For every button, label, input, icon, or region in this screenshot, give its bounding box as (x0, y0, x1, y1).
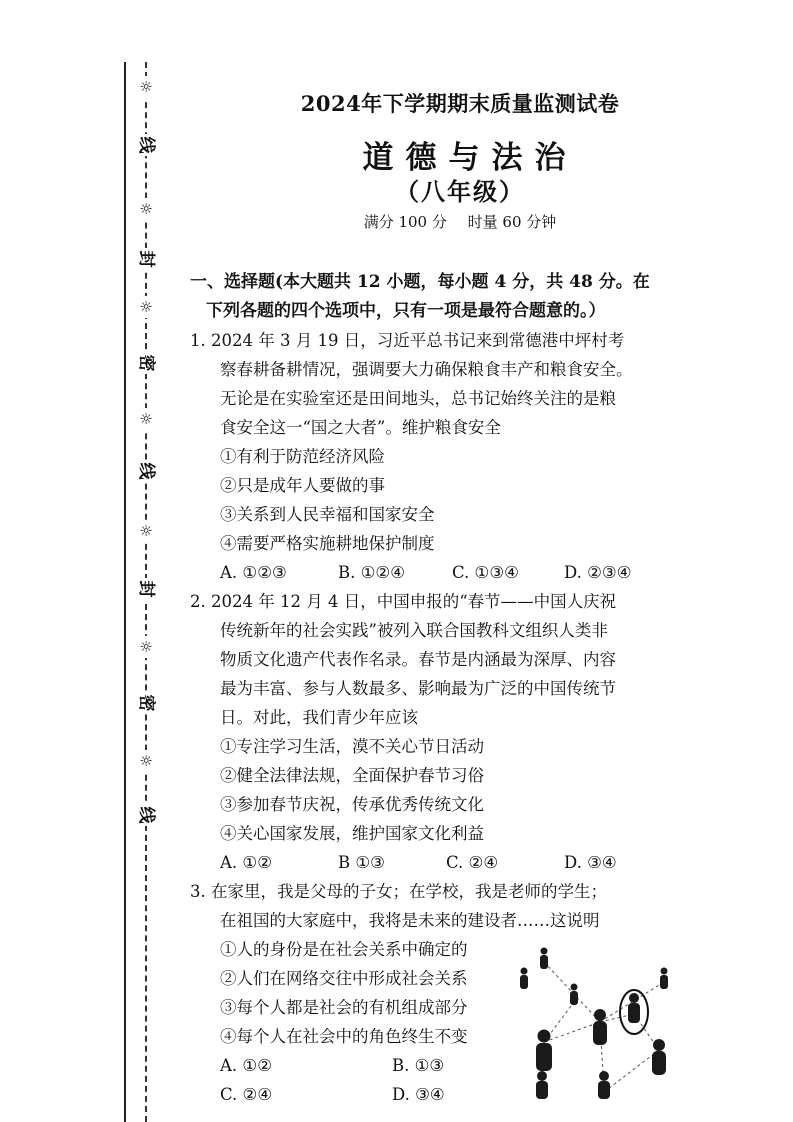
section-heading: 下列各题的四个选项中，只有一项是最符合题意的。） (206, 301, 606, 321)
question-2-choices (220, 849, 740, 877)
person-icon (536, 1030, 552, 1072)
question-3-statement: ③每个人都是社会的有机组成部分 (220, 998, 468, 1017)
person-icon (570, 984, 578, 1006)
choice-a[interactable]: A. ①②③ (220, 563, 287, 582)
question-3-statement: ④每个人在社会中的角色终生不变 (220, 1027, 468, 1046)
binding-word-xian: 线 (135, 804, 157, 826)
choice-d[interactable]: D. ③④ (564, 853, 617, 872)
person-icon (660, 968, 668, 990)
binding-word-feng: 封 (135, 248, 157, 270)
choice-b[interactable]: B. ①③ (392, 1056, 445, 1075)
question-3-statement: ②人们在网络交往中形成社会关系 (220, 969, 468, 988)
question-2-statement: ①专注学习生活，漠不关心节日活动 (220, 737, 484, 756)
question-2-statement: ②健全法律法规，全面保护春节习俗 (220, 766, 484, 785)
question-2-stem: 传统新年的社会实践”被列入联合国教科文组织人类非 (220, 621, 608, 640)
person-icon (520, 968, 528, 990)
person-icon (540, 948, 548, 970)
question-3-stem: 3. 在家里，我是父母的子女；在学校，我是老师的学生； (190, 882, 607, 901)
person-icon (536, 1071, 548, 1099)
question-1-statement: ④需要严格实施耕地保护制度 (220, 534, 435, 553)
exam-meta (180, 211, 740, 232)
binding-rule-outer (124, 62, 126, 1122)
choice-c[interactable]: C. ②④ (220, 1085, 273, 1104)
binding-word-mi: 密 (135, 692, 157, 714)
binding-word-xian: 线 (135, 460, 157, 482)
choice-d[interactable]: D. ②③④ (564, 563, 632, 582)
question-3-choices (220, 1052, 520, 1080)
choice-a[interactable]: A. ①② (220, 853, 272, 872)
question-1-stem: 食安全这一“国之大者”。维护粮食安全 (220, 418, 501, 437)
question-1-statement: ①有利于防范经济风险 (220, 447, 385, 466)
question-2-stem: 最为丰富、参与人数最多、影响最为广泛的中国传统节 (220, 679, 616, 698)
question-1-stem: 1. 2024 年 3 月 19 日，习近平总书记来到常德港中坪村考 (190, 331, 625, 350)
question-1-stem: 无论是在实验室还是田间地头，总书记始终关注的是粮 (220, 389, 616, 408)
binding-margin (118, 62, 160, 1122)
sun-icon: ☼ (135, 296, 157, 318)
sun-icon: ☼ (135, 750, 157, 772)
sun-icon: ☼ (135, 636, 157, 658)
choice-c[interactable]: C. ②④ (446, 853, 499, 872)
choice-b[interactable]: B ①③ (338, 853, 385, 872)
question-1-choices (220, 559, 740, 587)
sun-icon: ☼ (135, 198, 157, 220)
choice-d[interactable]: D. ③④ (392, 1085, 445, 1104)
grade-label: （八年级） (395, 177, 525, 206)
person-icon (652, 1039, 666, 1075)
question-2-statement: ③参加春节庆祝，传承优秀传统文化 (220, 795, 484, 814)
question-3-statement: ①人的身份是在社会关系中确定的 (220, 940, 468, 959)
question-3-choices (220, 1081, 520, 1109)
choice-a[interactable]: A. ①② (220, 1056, 272, 1075)
person-icon (598, 1071, 610, 1099)
question-2-stem: 2. 2024 年 12 月 4 日，中国申报的“春节——中国人庆祝 (190, 592, 617, 611)
sun-icon: ☼ (135, 520, 157, 542)
person-icon (628, 993, 640, 1023)
full-score: 满分 100 分 (363, 213, 447, 231)
question-2-statement: ④关心国家发展，维护国家文化利益 (220, 824, 484, 843)
duration: 时量 60 分钟 (467, 213, 557, 231)
question-1-statement: ②只是成年人要做的事 (220, 476, 385, 495)
question-1-statement: ③关系到人民幸福和国家安全 (220, 505, 435, 524)
sun-icon: ☼ (135, 76, 157, 98)
social-network-illustration (514, 942, 686, 1100)
question-3-stem: 在祖国的大家庭中，我将是未来的建设者……这说明 (220, 911, 600, 930)
binding-word-feng: 封 (135, 578, 157, 600)
subject-title: 道德与法治 (362, 140, 578, 176)
question-2-stem: 日。对此，我们青少年应该 (220, 708, 418, 727)
section-heading: 一、选择题(本大题共 12 小题，每小题 4 分，共 48 分。在 (190, 272, 650, 292)
sun-icon: ☼ (135, 408, 157, 430)
binding-word-xian: 线 (135, 134, 157, 156)
binding-word-mi: 密 (135, 352, 157, 374)
question-1-stem: 察春耕备耕情况，强调要大力确保粮食丰产和粮食安全。 (220, 360, 633, 379)
person-icon (593, 1009, 607, 1045)
question-2-stem: 物质文化遗产代表作名录。春节是内涵最为深厚、内容 (220, 650, 616, 669)
choice-b[interactable]: B. ①②④ (338, 563, 405, 582)
choice-c[interactable]: C. ①③④ (452, 563, 519, 582)
exam-title: 2024年下学期期末质量监测试卷 (300, 91, 620, 116)
